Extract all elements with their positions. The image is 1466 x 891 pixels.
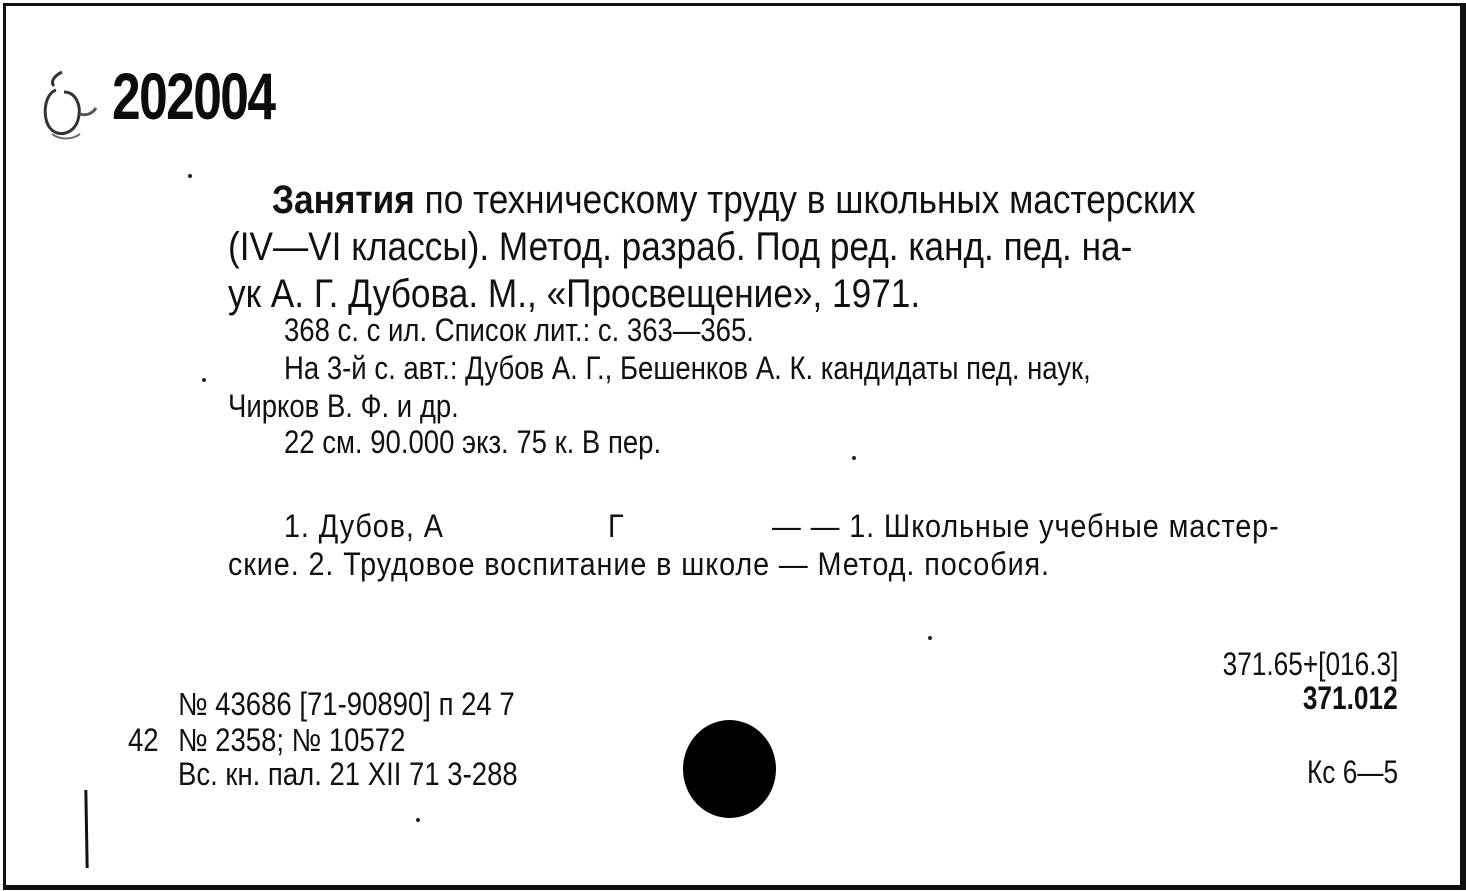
entry-line-2: (IV—VI классы). Метод. разраб. Под ред. канд. пед. на- — [228, 225, 1133, 269]
tracing-author-initial: Г — [608, 508, 625, 544]
footer-numbers: № 2358; № 10572 — [178, 722, 406, 758]
accession-number: 202004 — [112, 59, 275, 133]
handwritten-mark-icon — [40, 68, 98, 142]
speck — [188, 174, 192, 178]
entry-title-heading: Занятия — [272, 178, 415, 222]
collation-size-price: 22 см. 90.000 экз. 75 к. В пер. — [284, 424, 662, 460]
classification-code: Кс 6—5 — [1306, 754, 1398, 790]
collation-authors-cont: Чирков В. Ф. и др. — [228, 388, 459, 424]
collation-pages: 368 с. с ил. Список лит.: с. 363—365. — [284, 312, 754, 348]
footer-chamber-line: Вс. кн. пал. 21 XII 71 3-288 — [178, 756, 518, 792]
collation-authors: На 3-й с. авт.: Дубов А. Г., Бешенков А. К. кандидаты пед. наук, — [284, 350, 1091, 386]
punch-hole — [683, 720, 776, 818]
tracing-subject-1: — — 1. Школьные учебные мастер- — [772, 508, 1280, 544]
footer-number-line: № 43686 [71-90890] п 24 7 — [178, 686, 515, 722]
tracing-subject-2: ские. 2. Трудовое воспитание в школе — Метод. пособия. — [228, 546, 1050, 582]
tracing-author: 1. Дубов, А — [284, 508, 444, 544]
entry-title-rest: по техническому труду в школьных мастерских — [414, 178, 1196, 222]
speck — [852, 456, 856, 460]
footer-prefix: 42 — [128, 722, 159, 758]
entry-line-3: ук А. Г. Дубова. М., «Просвещение», 1971. — [228, 272, 921, 316]
speck — [202, 378, 206, 382]
udc-secondary: 371.012 — [1303, 680, 1398, 716]
udc-primary: 371.65+[016.3] — [1222, 646, 1398, 682]
speck — [928, 636, 932, 640]
entry-line-1 — [272, 178, 1196, 223]
speck — [416, 818, 420, 822]
